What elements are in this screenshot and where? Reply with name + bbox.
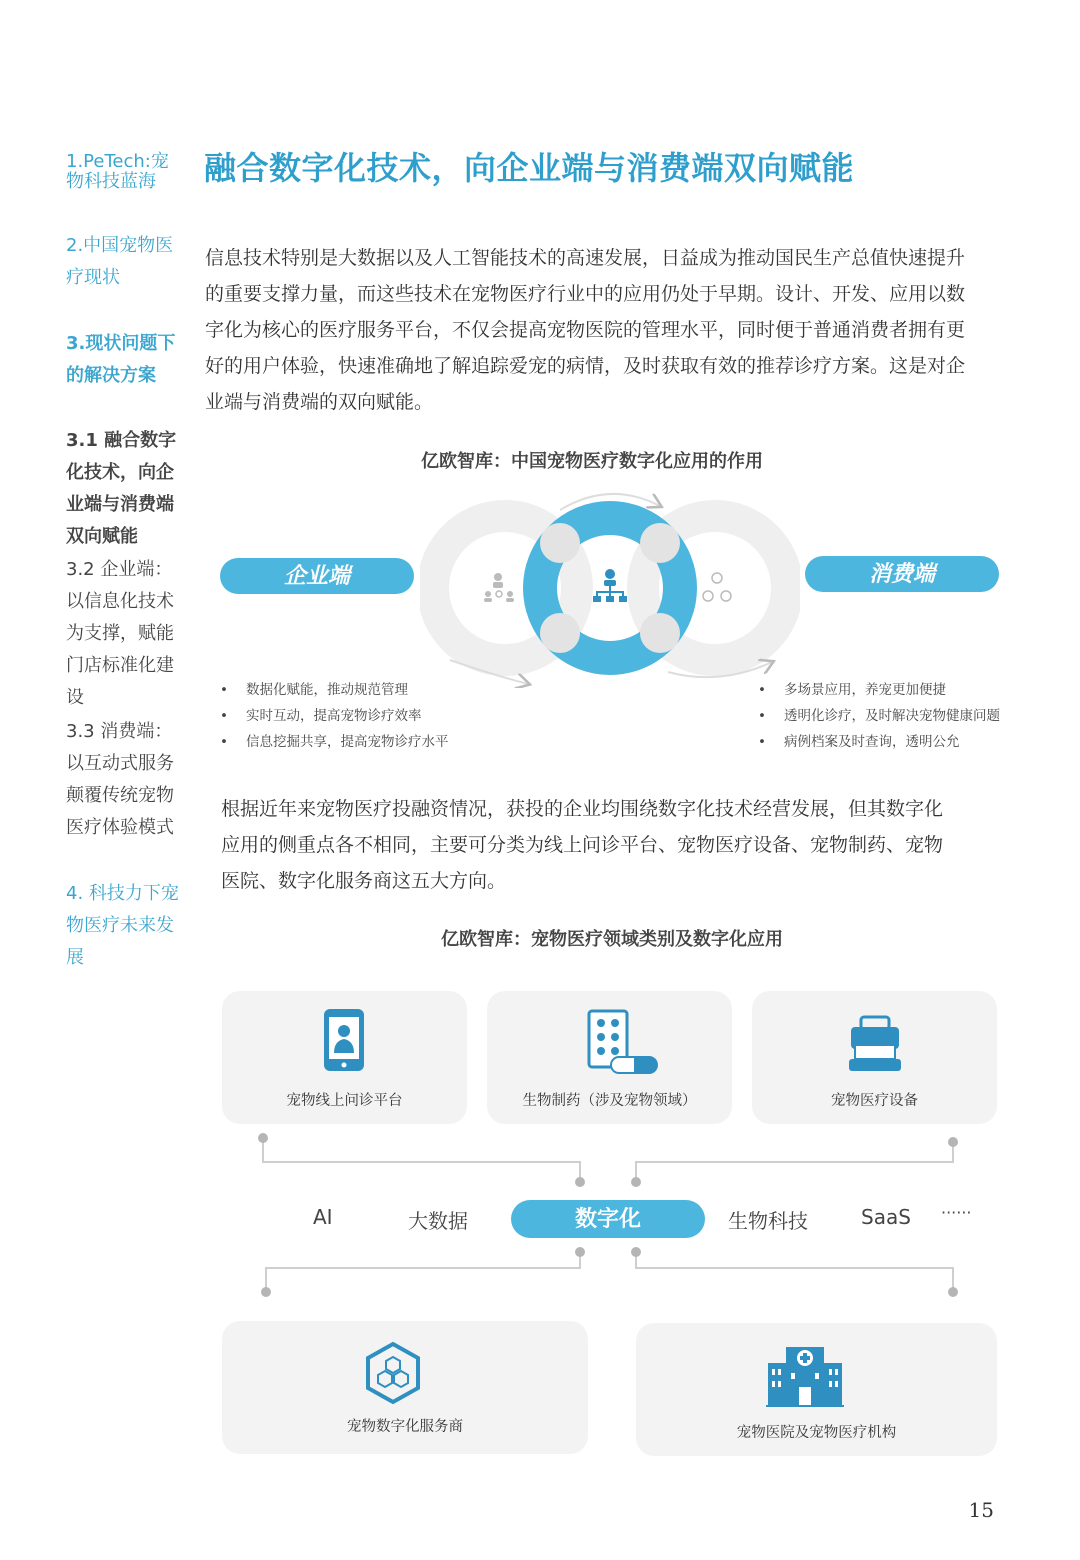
pill-pack-icon: [587, 1009, 661, 1075]
sidebar-item-solutions[interactable]: 3.现状问题下的解决方案: [66, 333, 176, 386]
card-online-consult: 宠物线上问诊平台: [222, 991, 467, 1124]
sidebar-item-3-3[interactable]: 3.3 消费端：以互动式服务颠覆传统宠物医疗体验模式: [66, 721, 174, 838]
page-title: 融合数字化技术，向企业端与消费端双向赋能: [204, 149, 855, 187]
tech-ai: AI: [313, 1205, 333, 1229]
tech-saas: SaaS: [861, 1205, 911, 1229]
hospital-icon: [766, 1343, 844, 1407]
consumer-pill: 消费端: [805, 556, 999, 592]
card-pet-hospital: 宠物医院及宠物医疗机构: [636, 1323, 997, 1456]
sidebar-item-future[interactable]: 4. 科技力下宠物医疗未来发展: [66, 883, 179, 968]
digitalization-pill: 数字化: [511, 1200, 705, 1238]
intro-paragraph: 信息技术特别是大数据以及人工智能技术的高速发展，日益成为推动国民生产总值快速提升 的重要支撑力量，而这些技术在宠物医疗行业中的应用仍处于早期。设计、开发、应用以数 字化为核心的医疗服务平台，不仅会提高宠物医院的管理水平，同时便于普通消费者拥有更 好的用户体验，快速准确地了解追踪爱宠的病情，及时获取有效的推荐诊疗方案。这是对企 业端与消费端的双向赋能。: [205, 247, 966, 413]
medical-kit-icon: [847, 1015, 903, 1075]
list-item: • 透明化诊疗，及时解决宠物健康问题: [758, 703, 1028, 729]
list-item: • 实时互动，提高宠物诊疗效率: [220, 703, 520, 729]
sidebar-item-3-2[interactable]: 3.2 企业端：以信息化技术为支撑，赋能门店标准化建设: [66, 559, 174, 708]
enterprise-bullets: [220, 677, 520, 755]
card-medical-device: 宠物医疗设备: [752, 991, 997, 1124]
sidebar-item-3-1[interactable]: 3.1 融合数字化技术，向企业端与消费端双向赋能: [66, 430, 177, 547]
card-digital-service: 宠物数字化服务商: [222, 1321, 588, 1454]
figure1-title: 亿欧智库：中国宠物医疗数字化应用的作用: [421, 451, 763, 472]
hexagon-network-icon: [364, 1341, 422, 1405]
list-item: • 病例档案及时查询，透明公允: [758, 729, 1028, 755]
users-network-icon: [703, 573, 731, 601]
card-bio-pharma: 生物制药（涉及宠物领域）: [487, 991, 732, 1124]
sidebar-item-status[interactable]: 2.中国宠物医疗现状: [66, 235, 174, 288]
sidebar-item-petech[interactable]: 1.PeTech:宠物科技蓝海: [66, 151, 169, 192]
list-item: • 多场景应用，养宠更加便捷: [758, 677, 1028, 703]
figure1-diagram: [420, 488, 800, 688]
team-settings-icon: [484, 573, 514, 602]
enterprise-pill: 企业端: [220, 558, 414, 594]
phone-doctor-icon: [322, 1007, 366, 1073]
org-chart-icon: [593, 569, 627, 602]
middle-paragraph: 根据近年来宠物医疗投融资情况，获投的企业均围绕数字化技术经营发展，但其数字化 应用的侧重点各不相同，主要可分类为线上问诊平台、宠物医疗设备、宠物制药、宠物 医院、数字化服务商这五大方向。: [221, 798, 944, 892]
list-item: • 数据化赋能，推动规范管理: [220, 677, 520, 703]
list-item: • 信息挖掘共享，提高宠物诊疗水平: [220, 729, 520, 755]
figure2-title: 亿欧智库：宠物医疗领域类别及数字化应用: [441, 929, 783, 950]
tech-big-data: 大数据: [408, 1209, 468, 1233]
consumer-bullets: [758, 677, 1028, 755]
page-number: 15: [968, 1498, 994, 1522]
tech-biotech: 生物科技: [728, 1209, 808, 1233]
tech-more: ······: [941, 1203, 972, 1222]
